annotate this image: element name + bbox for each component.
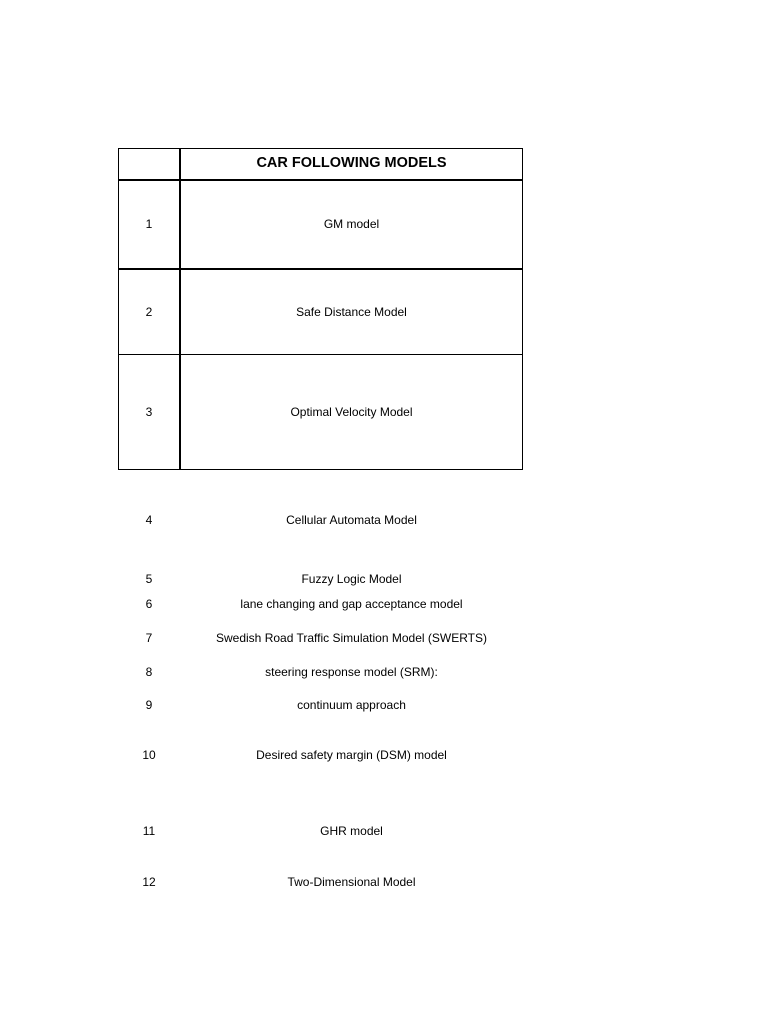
row-number: 12: [142, 875, 156, 889]
row-label: Two-Dimensional Model: [287, 875, 416, 889]
row-number: 9: [145, 698, 153, 712]
row-number: 1: [145, 217, 153, 231]
row-label: lane changing and gap acceptance model: [240, 597, 463, 611]
row-number: 2: [145, 305, 153, 319]
row-number: 7: [145, 631, 153, 645]
row-number: 6: [145, 597, 153, 611]
row-number: 8: [145, 665, 153, 679]
row-number: 10: [142, 748, 156, 762]
row-label: Cellular Automata Model: [286, 513, 417, 527]
table-title: CAR FOLLOWING MODELS: [256, 155, 447, 171]
header-divider: [118, 179, 523, 181]
row-label: Optimal Velocity Model: [290, 405, 413, 419]
row-label: continuum approach: [297, 698, 406, 712]
row-number: 5: [145, 572, 153, 586]
row-divider: [118, 268, 523, 270]
row-label: Swedish Road Traffic Simulation Model (SWERTS): [216, 631, 487, 645]
row-label: Safe Distance Model: [296, 305, 407, 319]
row-divider: [118, 354, 523, 355]
row-number: 4: [145, 513, 153, 527]
row-label: Fuzzy Logic Model: [301, 572, 402, 586]
row-label: Desired safety margin (DSM) model: [256, 748, 447, 762]
row-label: GM model: [323, 217, 380, 231]
row-number: 11: [142, 824, 156, 838]
row-label: GHR model: [320, 824, 383, 838]
row-number: 3: [145, 405, 153, 419]
row-label: steering response model (SRM):: [265, 665, 438, 679]
